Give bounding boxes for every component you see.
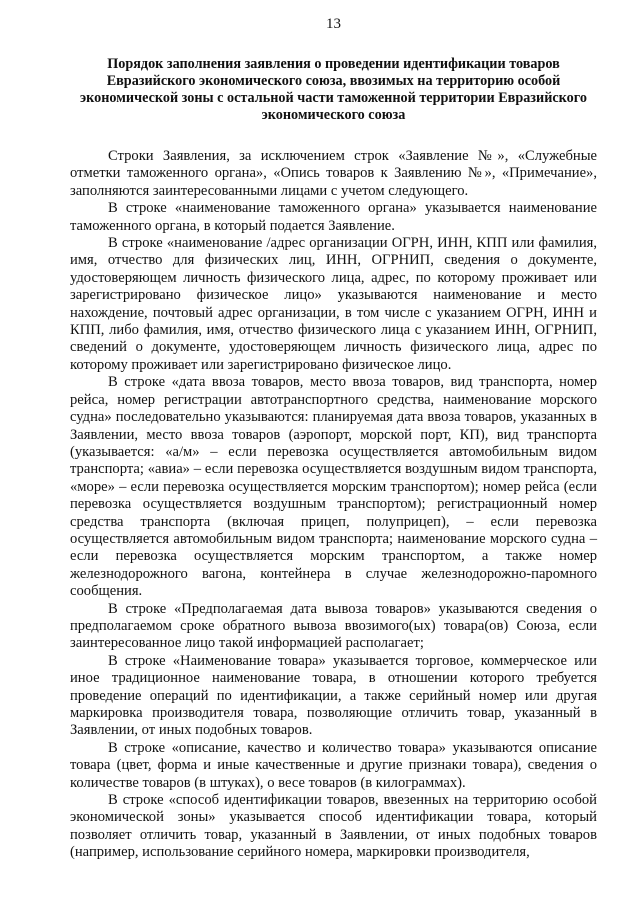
document-title <box>70 56 597 124</box>
paragraph-import-date: В строке «дата ввоза товаров, место ввоза товаров, вид транспорта, номер рейса, номер регистрации автотранспортного средства, наименование морского судна» последовательно указываются: планируемая дата ввоза товаров, указанных в Заявлении, место ввоза товаров (аэропорт, морской порт, КП), вид транспорта (указывается: «а/м» – если перевозка осуществляется автомобильным видом транспорта; «авиа» – если перевозка осуществляется воздушным видом транспорта, «море» – если перевозка осуществляется морским транспортом); номер рейса (если перевозка осуществляется воздушным транспортом); регистрационный номер средства транспорта (включая прицеп, полуприцеп), – если перевозка осуществляется автомобильным видом транспорта; наименование морского судна – если перевозка осуществляется морским транспортом, а также номер железнодорожного вагона, контейнера в случае железнодорожно-паромного сообщения. <box>70 374 597 600</box>
paragraph-goods-description: В строке «описание, качество и количество товара» указываются описание товара (цвет, форма и иные качественные и другие признаки товара), сведения о количестве товаров (в штуках), о весе товаров (в килограммах). <box>70 739 597 791</box>
title-line: экономического союза <box>261 107 406 123</box>
document-body <box>70 148 597 862</box>
title-line: экономической зоны с остальной части таможенной территории Евразийского <box>80 90 587 106</box>
paragraph-intro: Строки Заявления, за исключением строк «Заявление №», «Служебные отметки таможенного органа», «Опись товаров к Заявлению №», «Примечание», заполняются заинтересованными лицами с учетом следующего. <box>70 148 597 199</box>
paragraph-customs-authority: В строке «наименование таможенного органа» указывается наименование таможенного органа, в который подается Заявление. <box>70 200 597 234</box>
title-line: Евразийского экономического союза, ввозимых на территорию особой <box>106 73 561 89</box>
paragraph-export-date: В строке «Предполагаемая дата вывоза товаров» указываются сведения о предполагаемом сроке обратного вывоза ввозимого(ых) товара(ов) Союза, если заинтересованное лицо такой информацией располагает; <box>70 600 597 652</box>
title-line: Порядок заполнения заявления о проведении идентификации товаров <box>107 56 560 72</box>
paragraph-goods-name: В строке «Наименование товара» указывается торговое, коммерческое или иное традиционное наименование товара, в отношении которого требуется проведение операций по идентификации, а также серийный номер или другая маркировка производителя товара, позволяющие отличить товар, указанный в Заявлении, от иных подобных товаров. <box>70 652 597 739</box>
paragraph-identification-method: В строке «способ идентификации товаров, ввезенных на территорию особой экономической зоны» указывается способ идентификации товара, который позволяет отличить товар, указанный в Заявлении, от иных подобных товаров (например, использование серийного номера, маркировки производителя, <box>70 792 597 861</box>
page-number: 13 <box>326 16 341 32</box>
paragraph-organization: В строке «наименование /адрес организации ОГРН, ИНН, КПП или фамилия, имя, отчество для физических лиц, ИНН, ОГРНИП, сведения о документе, удостоверяющем личность физического лица, адрес, по которому проживает или зарегистрировано физическое лицо» указываются наименование и место нахождение, почтовый адрес организации, в том числе с указанием ОГРН, ИНН и КПП, либо фамилия, имя, отчество физического лица с указанием ИНН, ОГРНИП, сведений о документе, удостоверяющем личность физического лица, адрес по которому проживает или зарегистрировано физическое лицо. <box>70 235 597 373</box>
